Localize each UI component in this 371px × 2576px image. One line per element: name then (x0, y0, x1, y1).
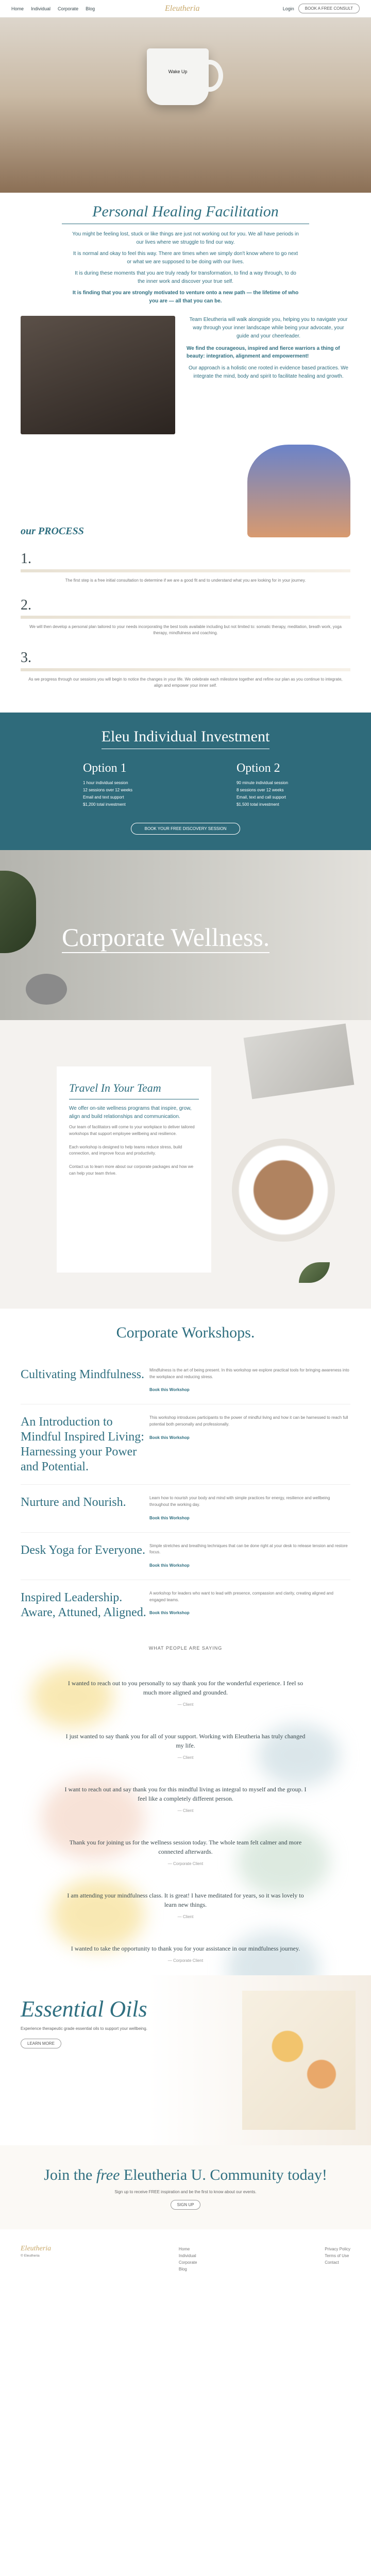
option-item: 8 sessions over 12 weeks (236, 788, 284, 792)
plant-leaf-image (0, 871, 36, 953)
footer-brand (21, 2245, 51, 2274)
process-heading-wrap (21, 526, 236, 537)
footer-nav (179, 2245, 197, 2274)
workshop-item (0, 1404, 371, 1484)
investment-title: Eleu Individual Investment (102, 728, 270, 749)
step-text: The first step is a free initial consultation to determine if we are a good fit and to understand what you are looking for in your journey. (65, 578, 306, 583)
option-item: $1,200 total investment (82, 802, 126, 807)
step-divider (21, 616, 350, 619)
footer-legal (325, 2245, 350, 2274)
option-item: 1 hour individual session (82, 781, 128, 785)
site-logo[interactable]: Eleutheria (165, 4, 200, 13)
footer-link[interactable]: Privacy Policy (325, 2247, 350, 2252)
testimonial-quote: I just wanted to say thank you for all of your support. Working with Eleutheria has truly changed my life. (65, 1733, 306, 1750)
testimonial-quote: I am attending your mindfulness class. It is great! I have meditated for years, so it was lovely to learn new things. (67, 1892, 304, 1909)
workshop-name: Inspired Leadership. Aware, Attuned, Aligned. (21, 1590, 146, 1619)
oils-title: Essential Oils (21, 1996, 147, 2022)
hero-image (0, 18, 371, 193)
login-link[interactable]: Login (282, 6, 294, 11)
intro-title: Personal Healing Facilitation (62, 203, 309, 224)
travel-paragraph: Contact us to learn more about our corporate packages and how we can help your team thrive. (69, 1164, 194, 1176)
nav-link-blog[interactable]: Blog (86, 6, 95, 11)
workshop-body (149, 1415, 350, 1474)
book-discovery-button[interactable]: BOOK YOUR FREE DISCOVERY SESSION (131, 823, 241, 835)
step-divider (21, 668, 350, 671)
workshops-section (0, 1324, 371, 1630)
intro-paragraph: It is during these moments that you are truly ready for transformation, to find a way through, to do the inner work and discover your true self. (75, 270, 296, 284)
laptop-image (244, 1024, 355, 1099)
healing-text (187, 316, 350, 434)
book-workshop-link[interactable]: Book this Workshop (149, 1435, 190, 1440)
stone-image (26, 974, 67, 1005)
join-text: Sign up to receive FREE inspiration and be the first to know about our events. (114, 2190, 257, 2195)
corporate-banner-title: Corporate Wellness. (62, 922, 269, 953)
testimonials-heading: WHAT PEOPLE ARE SAYING (148, 1646, 223, 1651)
testimonial-quote: I wanted to reach out to you personally to say thank you for the wonderful experience. I feel so much more aligned and grounded. (68, 1680, 303, 1697)
process-step (21, 597, 350, 636)
workshops-title: Corporate Workshops. (116, 1324, 255, 1341)
footer-link[interactable]: Corporate (178, 2260, 197, 2265)
step-number: 1. (21, 551, 31, 567)
workshop-body (149, 1367, 350, 1394)
process-step (21, 650, 350, 689)
process-row (21, 445, 350, 537)
option-card (83, 761, 132, 809)
travel-section (0, 1020, 371, 1309)
workshop-item (0, 1485, 371, 1532)
step-text: We will then develop a personal plan tailored to your needs incorporating the best tools available including but not limited to: somatic therapy, meditation, breath work, yoga therapy, mindfulness and coaching. (29, 624, 342, 635)
travel-paragraph: Each workshop is designed to help teams reduce stress, build connection, and improve focus and productivity. (69, 1144, 182, 1156)
testimonial-quote: I wanted to take the opportunity to thank you for your assistance in our mindfulness journey. (71, 1945, 300, 1953)
healing-bold: We find the courageous, inspired and fierce warriors a thing of beauty: integration, alignment and empowerment! (187, 346, 340, 359)
footer-link[interactable]: Home (178, 2247, 190, 2252)
testimonials-section (0, 1646, 371, 1975)
coffee-mug-image (147, 48, 209, 105)
join-section (0, 2145, 371, 2229)
silhouette-photo (247, 445, 350, 537)
testimonial-quote: Thank you for joining us for the wellness session today. The whole team felt calmer and more connected afterwards. (69, 1839, 302, 1856)
option-item: Email, text and call support (236, 795, 286, 800)
book-workshop-link[interactable]: Book this Workshop (149, 1515, 190, 1520)
workshop-body (149, 1495, 350, 1521)
testimonial (0, 1772, 371, 1825)
book-workshop-link[interactable]: Book this Workshop (149, 1611, 190, 1616)
investment-section (0, 713, 371, 850)
travel-title: Travel In Your Team (69, 1079, 199, 1099)
intro-paragraph: You might be feeling lost, stuck or like things are just not working out for you. We all have periods in our lives where we struggle to find our way. (72, 231, 299, 245)
footer-link[interactable]: Terms of Use (325, 2253, 349, 2259)
option-name: Option 2 (236, 761, 280, 775)
workshop-text: Learn how to nourish your body and mind with simple practices for energy, resilience and wellbeing throughout the working day. (149, 1496, 330, 1507)
testimonial-author: — Client (177, 1755, 194, 1760)
healing-paragraph: Team Eleutheria will walk alongside you, helping you to navigate your way through your inner landscape while being your advocate, your guide and your cheerleader. (189, 317, 348, 339)
workshop-item (0, 1357, 371, 1404)
essential-oils-section (0, 1975, 371, 2145)
nav-right (283, 4, 360, 13)
workshop-name: Nurture and Nourish. (21, 1496, 126, 1510)
nav-links (11, 6, 95, 11)
woman-photo (21, 316, 175, 434)
option-item: Email and text support (82, 795, 124, 800)
workshop-text: This workshop introduces participants to the power of mindful living and how it can be harnessed to reach full potential both personally and professionally. (149, 1415, 348, 1427)
join-title: Join the free Eleutheria U. Community today! (44, 2166, 327, 2184)
watercolor-wash (31, 1666, 113, 1728)
nav-link-corporate[interactable]: Corporate (58, 6, 79, 11)
copyright: © Eleutheria (21, 2254, 40, 2258)
footer-link[interactable]: Individual (178, 2253, 196, 2259)
process-step (21, 551, 350, 584)
footer-link[interactable]: Blog (178, 2267, 187, 2272)
investment-options (31, 761, 340, 809)
intro-paragraph: It is normal and okay to feel this way. There are times when we simply don't know where to go next or what we are supposed to be doing with our lives. (73, 251, 298, 265)
option-name: Option 1 (82, 761, 127, 775)
nav-link-home[interactable]: Home (11, 6, 24, 11)
option-item: 90 minute individual session (236, 781, 289, 785)
workshop-name: Desk Yoga for Everyone. (21, 1543, 145, 1557)
workshop-text: A workshop for leaders who want to lead with presence, compassion and clarity, creating aligned and engaged teams. (149, 1590, 333, 1602)
intro-section (0, 193, 371, 713)
option-item: $1,500 total investment (236, 802, 279, 807)
testimonial-author: — Client (177, 1808, 194, 1814)
workshop-body (149, 1543, 350, 1569)
book-workshop-link[interactable]: Book this Workshop (149, 1563, 190, 1568)
travel-paragraph: Our team of facilitators will come to your workplace to deliver tailored workshops that support employee wellbeing and resilience. (69, 1125, 195, 1136)
process-title: our PROCESS (21, 526, 84, 537)
footer-logo[interactable]: Eleutheria (21, 2245, 52, 2253)
corporate-banner (0, 850, 371, 1020)
oils-text: Experience therapeutic grade essential oils to support your wellbeing. (21, 2026, 147, 2031)
footer (0, 2229, 371, 2289)
book-consult-button[interactable]: BOOK A FREE CONSULT (298, 4, 360, 13)
option-item: 12 sessions over 12 weeks (82, 788, 133, 792)
workshop-name: Cultivating Mindfulness. (21, 1368, 144, 1381)
step-number: 2. (21, 597, 31, 613)
step-number: 3. (21, 650, 31, 666)
nav-link-individual[interactable]: Individual (31, 6, 51, 11)
step-text: As we progress through our sessions you will begin to notice the changes in your life. We celebrate each milestone together and refine our plan as you continue to integrate, align and empower your inner self. (28, 677, 343, 688)
workshop-item (0, 1580, 371, 1631)
option-card (237, 761, 288, 809)
testimonial-quote: I want to reach out and say thank you for this mindful living as integral to myself and the group. I feel like a completely different person. (64, 1786, 307, 1803)
intro-bold: It is finding that you are strongly motivated to venture onto a new path — the lifetime of who you are — all that you can be. (72, 290, 299, 304)
healing-row (21, 316, 350, 434)
learn-more-button[interactable]: LEARN MORE (21, 2039, 61, 2048)
leaf-image (299, 1262, 330, 1283)
testimonial (0, 1825, 371, 1878)
workshop-name: An Introduction to Mindful Inspired Living: Harnessing your Power and Potential. (21, 1415, 144, 1473)
testimonial-author: — Client (177, 1914, 194, 1920)
testimonial (0, 1666, 371, 1719)
testimonial-author: — Corporate Client (167, 1861, 204, 1867)
healing-paragraph: Our approach is a holistic one rooted in evidence based practices. We integrate the mind, body and spirit to facilitate healing and growth. (189, 365, 348, 379)
workshop-text: Mindfulness is the art of being present. In this workshop we explore practical tools for bringing awareness into the workplace and reducing stress. (149, 1368, 349, 1379)
testimonial (0, 1719, 371, 1772)
workshop-text: Simple stretches and breathing techniques that can be done right at your desk to release tension and restore focus. (149, 1543, 348, 1555)
travel-lead: We offer on-site wellness programs that inspire, grow, align and build relationships and communication. (69, 1106, 192, 1120)
testimonial (0, 1878, 371, 1931)
sign-up-button[interactable]: SIGN UP (171, 2200, 201, 2210)
testimonial (0, 1931, 371, 1975)
mug-text: Wake Up (168, 69, 188, 74)
book-workshop-link[interactable]: Book this Workshop (149, 1387, 190, 1393)
coffee-cup-image (232, 1139, 335, 1242)
workshop-item (0, 1533, 371, 1580)
top-nav (0, 0, 371, 18)
footer-link[interactable]: Contact (325, 2260, 339, 2265)
travel-card (57, 1066, 211, 1273)
flowers-image (242, 1991, 356, 2130)
testimonial-author: — Client (177, 1702, 194, 1707)
workshop-body (149, 1590, 350, 1620)
testimonial-author: — Corporate Client (167, 1958, 204, 1963)
step-divider (21, 569, 350, 572)
